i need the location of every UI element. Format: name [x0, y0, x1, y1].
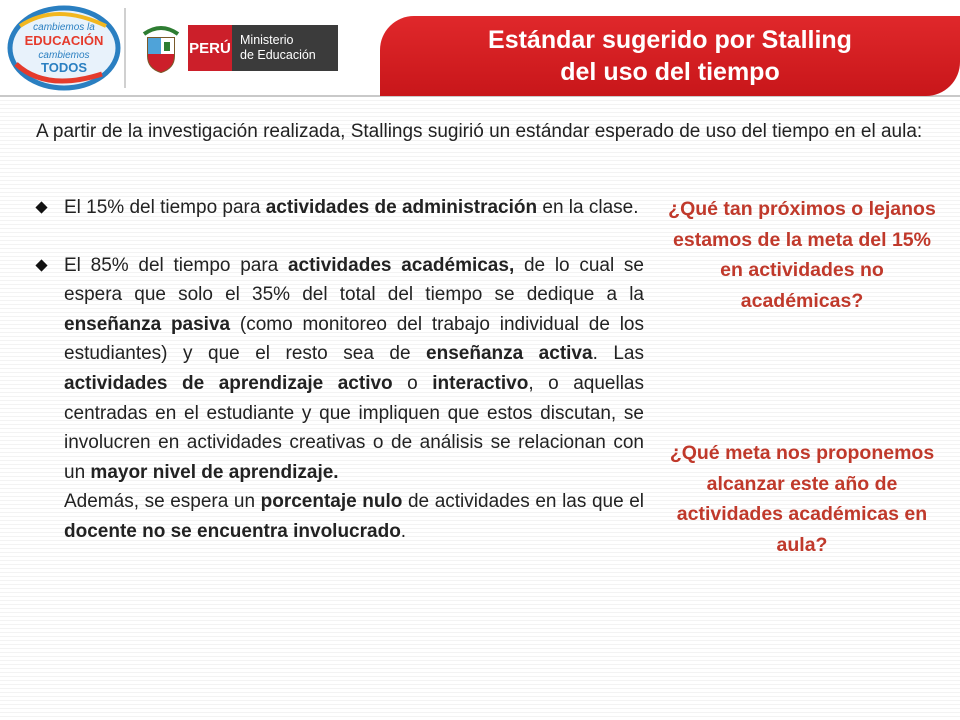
text-fragment: de lo cual se espera que solo el 35% del total del tiempo se dedique a la — [64, 254, 644, 306]
logo-separator — [124, 8, 126, 88]
bold-fragment: actividades de aprendizaje activo — [64, 372, 393, 394]
text-fragment: El 85% del tiempo para — [64, 254, 288, 276]
bullet-list — [36, 193, 644, 547]
campaign-logo-graphic — [6, 4, 122, 92]
ministry-line-1: Ministerio — [240, 33, 294, 47]
bold-fragment: docente no se encuentra involucrado — [64, 520, 401, 542]
text-fragment: de actividades en las que el — [402, 491, 645, 513]
coat-of-arms-icon — [138, 20, 184, 76]
bullet-diamond-icon — [35, 201, 47, 213]
logo-text-2: EDUCACIÓN — [24, 33, 104, 48]
logo-text-3: cambiemos — [38, 50, 90, 61]
text-fragment: . Las — [592, 343, 644, 365]
bullet-admin — [36, 193, 644, 223]
bold-fragment: interactivo — [432, 372, 529, 394]
bullet-diamond-icon — [35, 259, 47, 271]
text-fragment: El 15% del tiempo para — [64, 197, 266, 218]
question-1: ¿Qué tan próximos o lejanos estamos de la meta del 15% en actividades no académicas? — [668, 198, 936, 312]
text-fragment: o — [392, 372, 433, 394]
bold-fragment: mayor nivel de aprendizaje. — [90, 461, 339, 483]
logo-text-4: TODOS — [41, 60, 87, 75]
slide-title — [380, 16, 960, 96]
text-fragment: (como monitoreo del trabajo individual de los estudiantes) y que el resto sea de — [64, 313, 644, 365]
ministry-line-2: de Educación — [240, 48, 316, 62]
text-fragment: Además, se espera un — [64, 491, 261, 513]
ministry-label — [232, 25, 338, 71]
bold-fragment: enseñanza pasiva — [64, 313, 231, 335]
text-fragment: . — [400, 520, 407, 542]
title-line-2: del uso del tiempo — [560, 58, 780, 86]
text-fragment: en la clase. — [537, 197, 639, 218]
text-fragment: , o aquellas centradas en el estudiante y que impliquen que estos discutan, se involucren en actividades creativas o de análisis se relacionan con un — [64, 372, 644, 483]
intro-paragraph: A partir de la investigación realizada, Stallings sugirió un estándar esperado de uso del tiempo en el aula: — [36, 121, 923, 142]
bold-fragment: actividades académicas, — [287, 254, 515, 276]
additional-note — [36, 487, 644, 546]
question-2: ¿Qué meta nos proponemos alcanzar este año de actividades académicas en aula? — [669, 442, 935, 556]
campaign-logo — [6, 4, 122, 92]
bold-fragment: porcentaje nulo — [260, 491, 403, 513]
title-line-1: Estándar sugerido por Stalling — [488, 26, 852, 54]
logo-text-1: cambiemos la — [33, 22, 95, 33]
peru-label: PERÚ — [188, 25, 232, 71]
bullet-academic — [36, 251, 644, 488]
bold-fragment: enseñanza activa — [426, 343, 593, 365]
bold-fragment: actividades de administración — [265, 197, 538, 218]
ministry-logo — [138, 20, 344, 76]
